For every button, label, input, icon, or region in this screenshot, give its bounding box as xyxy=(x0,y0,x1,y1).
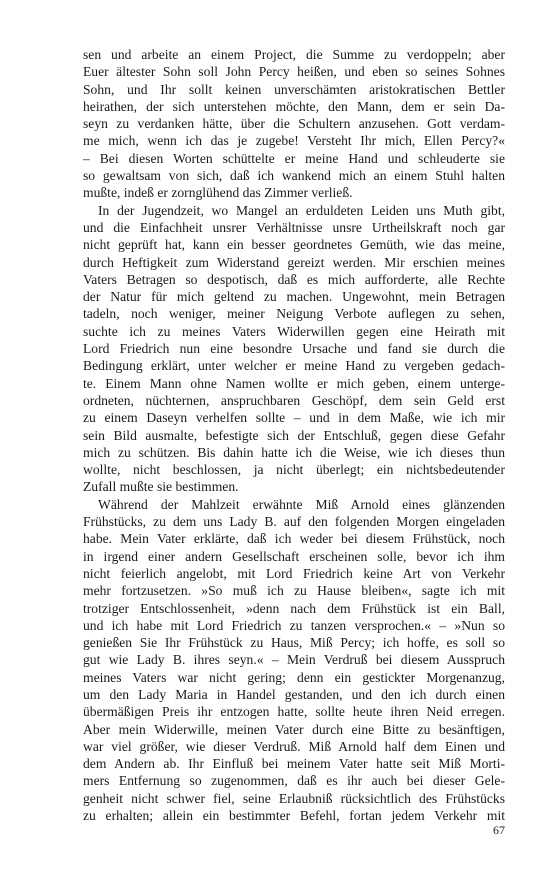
paragraph xyxy=(83,202,505,496)
text-line: Sohn, und Ihr sollt keinen unverschämten aristokratischen Bettler xyxy=(83,81,505,97)
text-line: dem Andern ab. Ihr Einfluß bei meinem Vater hatte seit Miß Morti- xyxy=(83,756,505,772)
text-line: tadeln, noch weniger, meiner Neigung Verbote auflegen zu sehen, xyxy=(83,306,505,322)
text-line: ordneten, nüchternen, anspruchbaren Geschöpf, dem sein Geld erst xyxy=(83,392,505,408)
text-line: Aber mein Widerwille, meinen Vater durch eine Bitte zu besänftigen, xyxy=(83,721,505,737)
text-line: nicht feierlich angelobt, mit Lord Friedrich keine Art von Verkehr xyxy=(83,565,505,581)
text-line: seyn zu verdanken hätte, über die Schultern anzusehen. Gott verdam- xyxy=(83,116,505,132)
text-line: der Natur für mich geltend zu machen. Ungewohnt, mein Betragen xyxy=(83,289,505,305)
text-line: suchte ich zu meines Vaters Widerwillen gegen eine Heirath mit xyxy=(83,323,505,339)
text-line: sen und arbeite an einem Project, die Summe zu verdoppeln; aber xyxy=(83,47,505,62)
text-line: durch Heftigkeit zum Widerstand gereizt werden. Mir erschien meines xyxy=(83,254,505,270)
text-line: mehr fortzusetzen. »So muß ich zu Hause bleiben«, sagte ich mit xyxy=(83,583,505,599)
text-line: gut wie Lady B. ihres seyn.« – Mein Verdruß bei diesem Ausspruch xyxy=(83,652,505,668)
text-line: me mich, wenn ich das je zugebe! Versteht Ihr mich, Ellen Percy?« xyxy=(83,133,505,149)
text-line: Frühstücks, zu dem uns Lady B. auf den folgenden Morgen eingeladen xyxy=(83,514,505,530)
text-line: Bedingung erklärt, unter welcher er meine Hand zu vergeben gedach- xyxy=(83,358,505,374)
text-line: zu einem Daseyn verhelfen sollte – und in dem Maße, wie ich mir xyxy=(83,410,505,426)
text-line: in irgend einer andern Gesellschaft erscheinen solle, bevor ich ihm xyxy=(83,548,505,564)
text-line: genheit nicht schwer fiel, seine Erlaubniß rücksichtlich des Frühstücks xyxy=(83,790,505,806)
text-line: genießen Sie Ihr Frühstück zu Haus, Miß Percy; ich hoffe, es soll so xyxy=(83,635,505,651)
page-body xyxy=(83,46,505,824)
paragraph xyxy=(83,46,505,202)
text-line: nicht geprüft hat, kann ein besser geordnetes Gemüth, wie das meine, xyxy=(83,237,505,253)
text-line: mich zu schützen. Bis dahin hatte ich die Weise, wie ich dieses thun xyxy=(83,444,505,460)
text-line: und die Einfachheit unsrer Verhältnisse unsre Urtheilskraft noch gar xyxy=(83,219,505,235)
paragraph xyxy=(83,496,505,825)
text-line: mers Entfernung so zugenommen, daß es ihr auch bei dieser Gele- xyxy=(83,773,505,789)
text-line: Vaters Betragen so despotisch, daß es mich aufforderte, alle Rechte xyxy=(83,271,505,287)
text-line: wollte, nicht beschlossen, ja nicht überlegt; ein nichtsbedeutender xyxy=(83,462,505,478)
text-line: war viel größer, wie dieser Verdruß. Miß Arnold half dem Einen und xyxy=(83,738,505,754)
text-line: übermäßigen Preis ihr entzogen hatte, sollte heute ihren Neid erregen. xyxy=(83,704,505,720)
text-line: sein Bild ausmalte, befestigte sich der Entschluß, gegen diese Gefahr xyxy=(83,427,505,443)
text-line: Zufall mußte sie bestimmen. xyxy=(83,479,239,495)
text-line: zu erhalten; allein ein bestimmter Befehl, fortan jedem Verkehr mit xyxy=(83,808,505,824)
text-line: und ich habe mit Lord Friedrich zu tanzen versprochen.« – »Nun so xyxy=(83,617,505,633)
text-line: Während der Mahlzeit erwähnte Miß Arnold eines glänzenden xyxy=(98,496,505,512)
text-line: meines Vaters war nicht gering; denn ein gestickter Morgenanzug, xyxy=(83,669,505,685)
text-line: te. Einem Mann ohne Namen wollte er mich geben, einem unterge- xyxy=(83,375,505,391)
page-number: 67 xyxy=(493,823,505,837)
text-line: um den Lady Maria in Handel gestanden, und den ich durch einen xyxy=(83,686,505,702)
text-line: heirathen, der sich unterstehen möchte, den Mann, dem er sein Da- xyxy=(83,98,505,114)
text-line: trotziger Entschlossenheit, »denn nach dem Frühstück ist ein Ball, xyxy=(83,600,505,616)
text-line: so gewaltsam von sich, daß ich wankend mich an einem Stuhl halten xyxy=(83,168,505,184)
text-line: Lord Friedrich nun eine besondre Ursache und fand sie durch die xyxy=(83,341,505,357)
text-line: In der Jugendzeit, wo Mangel an erduldeten Leiden uns Muth gibt, xyxy=(98,202,505,218)
text-line: – Bei diesen Worten schüttelte er meine Hand und schleuderte sie xyxy=(83,150,505,166)
text-line: habe. Mein Vater erklärte, daß ich weder bei diesem Frühstück, noch xyxy=(83,531,505,547)
text-line: mußte, indeß er zornglühend das Zimmer verließ. xyxy=(83,185,353,201)
text-line: Euer ältester Sohn soll John Percy heißen, und eben so seines Sohnes xyxy=(83,64,505,80)
